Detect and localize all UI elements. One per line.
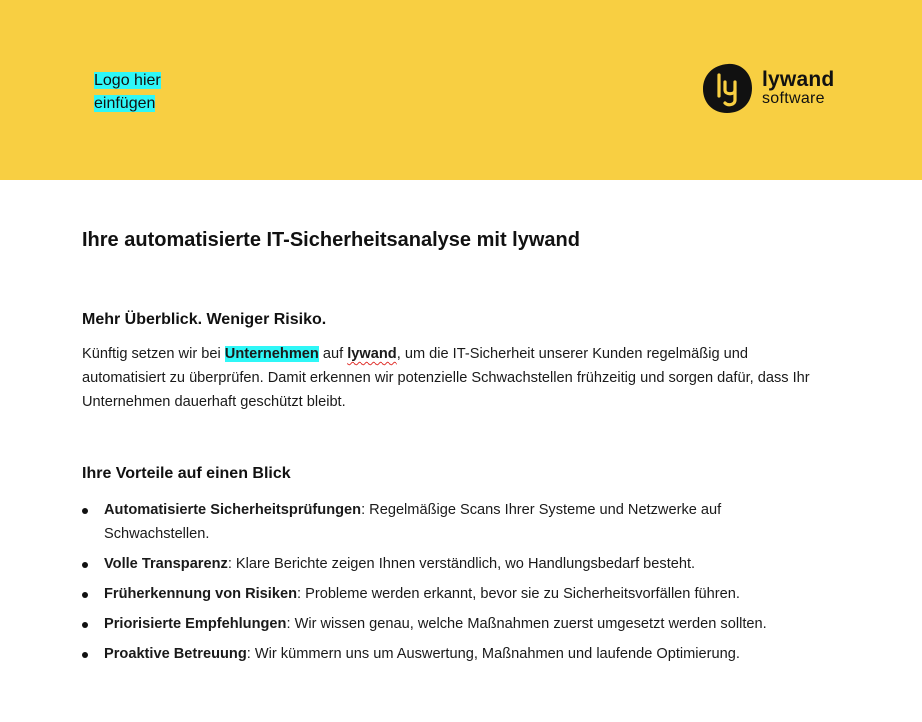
benefit-text: : Probleme werden erkannt, bevor sie zu Sicherheitsvorfällen führen. xyxy=(297,586,740,602)
benefit-title: Priorisierte Empfehlungen xyxy=(104,616,287,632)
company-placeholder: Unternehmen xyxy=(224,346,319,362)
list-item xyxy=(82,498,827,546)
lywand-logo-icon xyxy=(701,62,754,115)
intro-paragraph xyxy=(82,342,832,414)
document-title: Ihre automatisierte IT-Sicherheitsanalyse mit lywand xyxy=(82,229,580,251)
benefit-text: : Regelmäßige Scans Ihrer Systeme und Netzwerke auf Schwachstellen. xyxy=(104,502,722,542)
benefit-title: Früherkennung von Risiken xyxy=(104,586,297,602)
brand-name: lywand xyxy=(762,68,835,91)
benefit-title: Proaktive Betreuung xyxy=(104,646,247,662)
bullet-icon xyxy=(82,652,88,658)
logo-placeholder xyxy=(94,69,161,115)
bullet-icon xyxy=(82,622,88,628)
bullet-icon xyxy=(82,508,88,514)
list-item xyxy=(82,642,827,666)
brand-word: lywand xyxy=(347,346,397,362)
benefits-heading: Ihre Vorteile auf einen Blick xyxy=(82,465,291,482)
brand-subtitle: software xyxy=(762,90,825,107)
benefits-list xyxy=(82,498,827,672)
overview-heading: Mehr Überblick. Weniger Risiko. xyxy=(82,311,327,328)
benefit-text: : Wir kümmern uns um Auswertung, Maßnahmen und laufende Optimierung. xyxy=(246,646,740,662)
list-item xyxy=(82,552,827,576)
intro-text-1: Künftig setzen wir bei xyxy=(82,346,225,362)
intro-text-3: , um die IT-Sicherheit unserer Kunden regelmäßig und automatisiert zu überprüfen. Damit erkennen wir potenzielle Schwachstellen frühzeitig und sorgen dafür, dass Ihr Unternehmen dauerhaft geschützt bleibt. xyxy=(82,346,810,410)
benefit-text: : Klare Berichte zeigen Ihnen verständlich, wo Handlungsbedarf besteht. xyxy=(227,556,696,572)
logo-placeholder-line2: einfügen xyxy=(94,95,156,112)
brand-logo xyxy=(701,62,834,115)
logo-placeholder-line1: Logo hier xyxy=(94,72,161,89)
benefit-text: : Wir wissen genau, welche Maßnahmen zuerst umgesetzt werden sollten. xyxy=(286,616,767,632)
bullet-icon xyxy=(82,562,88,568)
list-item xyxy=(82,582,827,606)
bullet-icon xyxy=(82,592,88,598)
header-band xyxy=(0,0,922,180)
benefit-title: Volle Transparenz xyxy=(104,556,228,572)
list-item xyxy=(82,612,827,636)
benefit-title: Automatisierte Sicherheitsprüfungen xyxy=(104,502,362,518)
intro-text-2: auf xyxy=(318,346,348,362)
